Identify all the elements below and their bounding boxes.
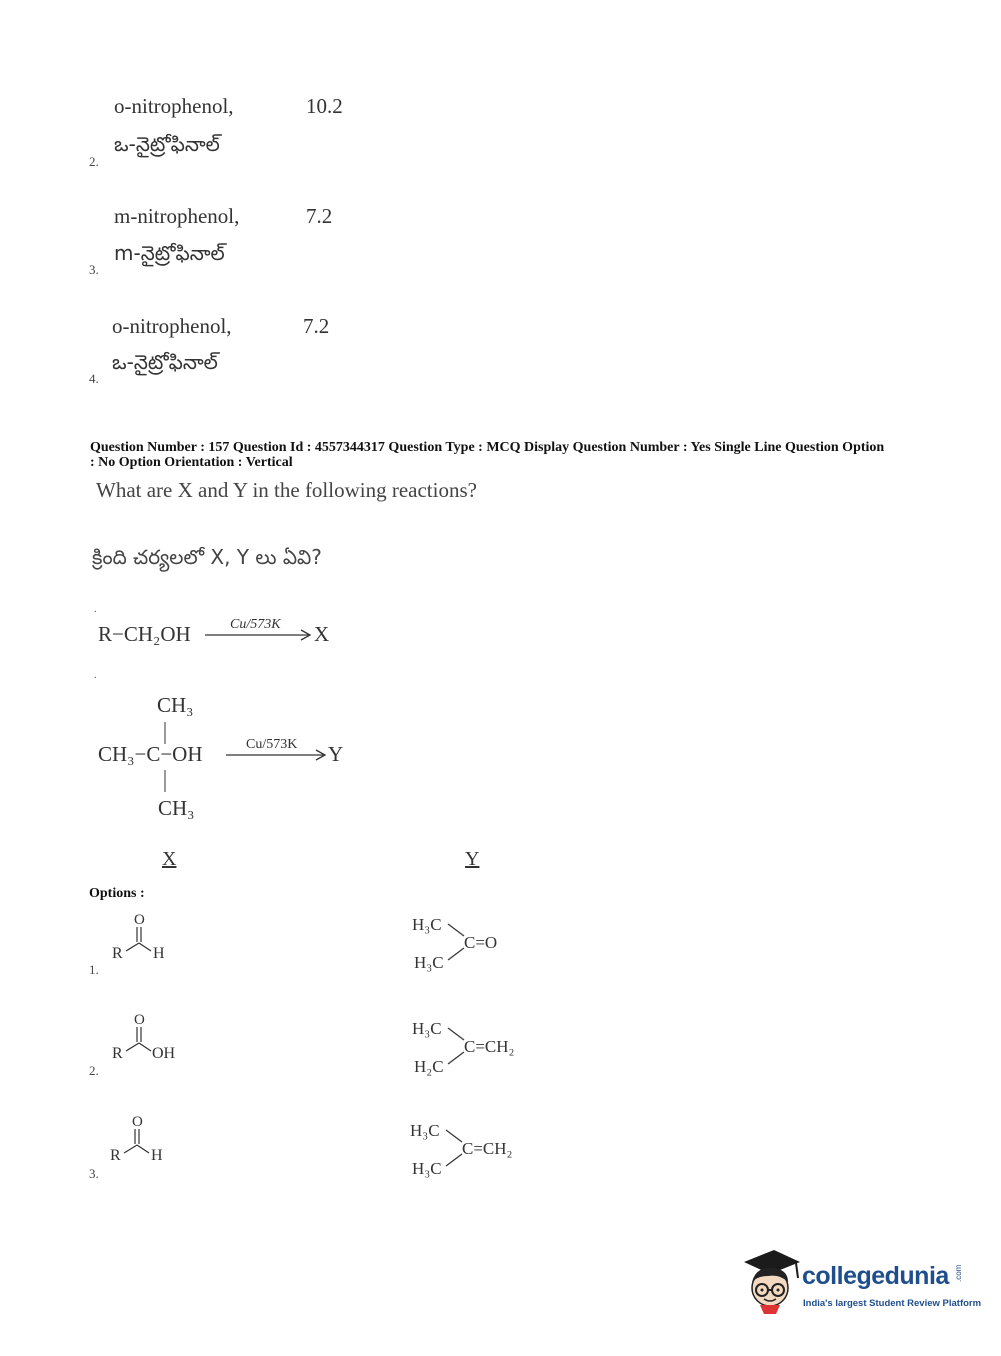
option-2-y-methyl-bottom: H₂C	[414, 1057, 444, 1076]
brand-tagline: India's largest Student Review Platform	[803, 1298, 982, 1309]
option-3-value: 7.2	[306, 204, 333, 228]
option-2-x-oh: OH	[152, 1045, 176, 1062]
reaction-1-condition: Cu/573K	[230, 617, 281, 632]
reaction-1-arrow	[205, 628, 315, 642]
option-3-x-structure	[102, 1108, 182, 1170]
option-3-y-group: C=CH₂	[462, 1139, 513, 1158]
reaction-2-product: Y	[328, 742, 344, 766]
collegedunia-logo	[740, 1246, 980, 1322]
option-4-compound: o-nitrophenol,	[112, 314, 232, 338]
option-1-x-structure	[104, 906, 184, 968]
option-1-x-oxygen: O	[134, 912, 145, 928]
option-3-telugu: m-నైట్రోఫినాల్	[114, 241, 225, 265]
option-2-y-structure	[408, 1012, 548, 1078]
option-3-y-methyl-top: H₃C	[410, 1121, 440, 1140]
option-1-y-structure	[408, 908, 538, 974]
option-3-x-r: R	[110, 1147, 121, 1164]
reaction-2-reactant: CH₃−C−OH	[98, 742, 203, 766]
option-2-compound: o-nitrophenol,	[114, 94, 234, 118]
brand-name: collegedunia	[802, 1262, 949, 1290]
option-3-x-oxygen: O	[132, 1114, 143, 1130]
option-1-y-methyl-top: H₃C	[412, 915, 442, 934]
option-2-number: 2.	[89, 154, 99, 169]
option-2-x-structure	[104, 1006, 194, 1068]
column-y-heading: Y	[465, 848, 480, 870]
option-1-number: 1.	[89, 962, 99, 977]
option-2-x-r: R	[112, 1045, 123, 1062]
brand-suffix: .com	[954, 1264, 963, 1282]
option-4-value: 7.2	[303, 314, 330, 338]
option-3-x-h: H	[151, 1147, 163, 1164]
option-2-number: 2.	[89, 1063, 99, 1078]
option-2-telugu: ఒ-నైట్రోఫినాల్	[114, 132, 220, 156]
option-1-y-group: C=O	[464, 933, 498, 952]
reaction-2-marker: .	[94, 670, 97, 681]
reaction-2-condition: Cu/573K	[246, 737, 298, 752]
reaction-1-product: X	[314, 622, 330, 646]
option-3-y-methyl-bottom: H₃C	[412, 1159, 442, 1178]
option-2-x-oxygen: O	[134, 1012, 145, 1028]
options-label: Options :	[89, 886, 145, 901]
option-4-number: 4.	[89, 371, 99, 386]
reaction-1-marker: .	[94, 604, 97, 615]
option-4-telugu: ఒ-నైట్రోఫినాల్	[112, 350, 218, 374]
option-1-x-r: R	[112, 945, 123, 962]
reaction-1-reactant: R−CH₂OH	[98, 622, 191, 646]
question-text-telugu: క్రింది చర్యలలో X, Y లు ఏవి?	[92, 545, 322, 569]
option-3-y-structure	[406, 1114, 546, 1180]
option-3-number: 3.	[89, 1166, 99, 1181]
option-3-compound: m-nitrophenol,	[114, 204, 240, 228]
question-meta: Question Number : 157 Question Id : 4557344317 Question Type : MCQ Display Question Number : Yes Single Line Question Option : No Option Orientation : Vertical	[90, 440, 885, 470]
reaction-2-bottom-methyl: CH₃	[158, 796, 195, 820]
option-1-x-h: H	[153, 945, 165, 962]
option-1-y-methyl-bottom: H₃C	[414, 953, 444, 972]
option-2-value: 10.2	[306, 94, 343, 118]
reaction-2-arrow	[226, 748, 330, 762]
reaction-2-bond-bottom	[162, 768, 168, 794]
question-text-english: What are X and Y in the following reactions?	[96, 478, 477, 502]
mascot-icon	[740, 1248, 802, 1318]
column-x-heading: X	[162, 848, 177, 870]
reaction-2-top-methyl: CH₃	[157, 693, 194, 717]
option-2-y-group: C=CH₂	[464, 1037, 515, 1056]
option-3-number: 3.	[89, 262, 99, 277]
option-2-y-methyl-top: H₃C	[412, 1019, 442, 1038]
